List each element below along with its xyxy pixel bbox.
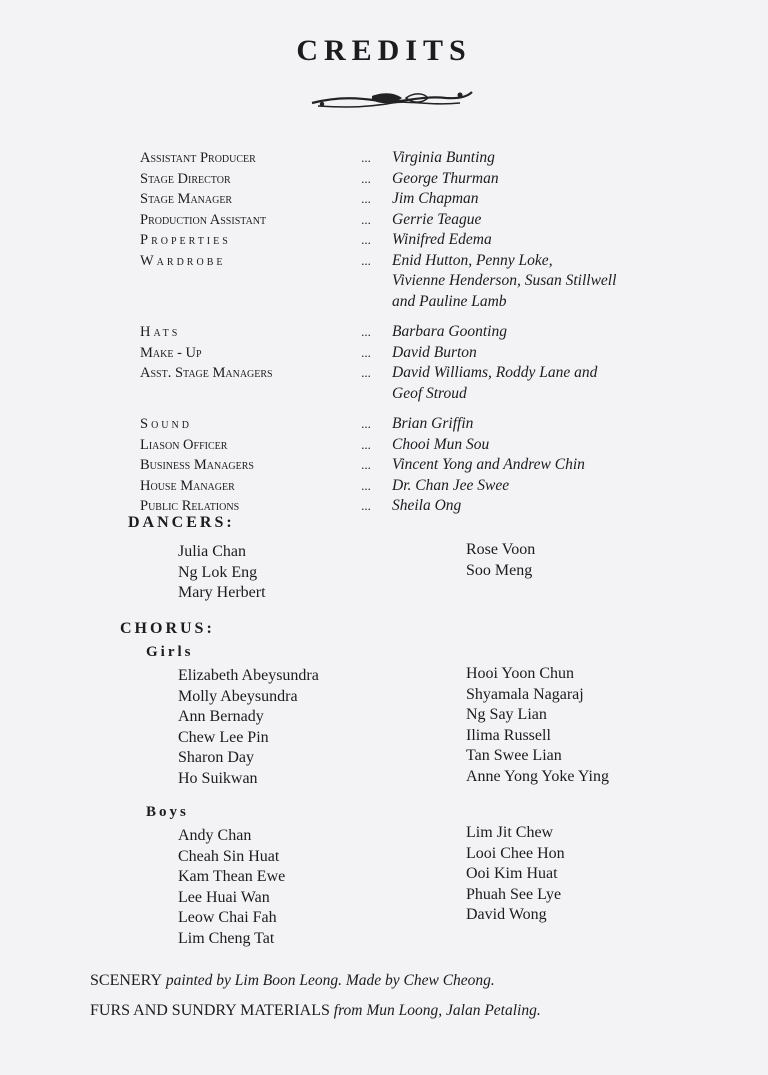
- credit-name-line: Enid Hutton, Penny Loke,: [392, 251, 553, 269]
- credit-leader-dots: ...: [361, 191, 371, 206]
- cast-name: Ooi Kim Huat: [466, 865, 558, 882]
- cast-name: Ng Say Lian: [466, 706, 547, 723]
- credit-row: [140, 322, 700, 343]
- credit-names: [392, 169, 700, 190]
- credit-name-line: Winifred Edema: [392, 231, 492, 248]
- cast-name: David Wong: [466, 906, 547, 923]
- cast-name: Andy Chan: [178, 827, 252, 844]
- cast-name: Tan Swee Lian: [466, 747, 562, 764]
- credit-role: Assistant Producer: [140, 150, 256, 166]
- credit-name-line: Virginia Bunting: [392, 149, 495, 166]
- credit-leader-dots: ...: [361, 436, 371, 452]
- chorus-heading: CHORUS:: [120, 620, 215, 637]
- cast-name: Rose Voon: [466, 541, 536, 558]
- cast-name: Julia Chan: [178, 543, 246, 560]
- credit-name-line: Jim Chapman: [392, 190, 479, 207]
- credit-names: [392, 414, 700, 435]
- credit-role: House Manager: [140, 477, 235, 494]
- credit-names: [392, 363, 700, 404]
- credits-spacer: [140, 312, 700, 322]
- credit-row: [140, 169, 700, 190]
- credit-name-line: Barbara Goonting: [392, 323, 507, 340]
- credit-role: Public Relations: [140, 498, 240, 514]
- credit-leader-dots: ...: [361, 457, 371, 472]
- scenery-label: SCENERY: [90, 972, 163, 989]
- credit-leader-dots: ...: [361, 498, 371, 513]
- ornament-icon: [310, 86, 474, 114]
- credit-names: [392, 455, 700, 476]
- credit-row: [140, 148, 700, 169]
- credit-name-line: Gerrie Teague: [392, 210, 482, 228]
- cast-name: Elizabeth Abeysundra: [178, 667, 319, 684]
- dancers-left-column: [178, 542, 266, 604]
- cast-name: Mary Herbert: [178, 584, 266, 601]
- credits-spacer: [140, 404, 700, 414]
- credit-row: [140, 455, 700, 476]
- girls-heading: Girls: [146, 644, 194, 660]
- boys-right-column: [466, 823, 565, 926]
- credit-name-line: Chooi Mun Sou: [392, 435, 490, 453]
- credit-names: [392, 251, 700, 313]
- dancers-right-column: [466, 540, 535, 581]
- page-title: CREDITS: [296, 34, 472, 67]
- cast-name: Lim Jit Chew: [466, 824, 554, 841]
- cast-name: Kam Thean Ewe: [178, 868, 286, 885]
- cast-name: Anne Yong Yoke Ying: [466, 767, 609, 785]
- credit-row: [140, 251, 700, 313]
- cast-name: Leow Chai Fah: [178, 909, 277, 926]
- credit-name-line: Brian Griffin: [392, 415, 474, 432]
- credit-name-line: George Thurman: [392, 169, 499, 187]
- cast-name: Phuah See Lye: [466, 885, 562, 903]
- credit-leader-dots: ...: [361, 365, 371, 380]
- cast-name: Ho Suikwan: [178, 769, 258, 787]
- credit-role: Make - Up: [140, 344, 202, 361]
- credit-role: Liason Officer: [140, 436, 228, 453]
- girls-right-column: [466, 664, 609, 787]
- credit-names: [392, 435, 700, 456]
- credit-role: Business Managers: [140, 457, 254, 473]
- cast-name: Shyamala Nagaraj: [466, 685, 584, 703]
- credit-row: [140, 210, 700, 231]
- credit-role: Properties: [140, 232, 231, 248]
- cast-name: Ng Lok Eng: [178, 563, 258, 581]
- credit-role: Asst. Stage Managers: [140, 365, 273, 381]
- cast-name: Ann Bernady: [178, 708, 264, 725]
- credit-leader-dots: ...: [361, 416, 371, 431]
- credit-leader-dots: ...: [361, 477, 371, 493]
- furs-label: FURS AND SUNDRY MATERIALS: [90, 1002, 330, 1019]
- credit-row: [140, 414, 700, 435]
- credit-row: [140, 476, 700, 497]
- boys-left-column: [178, 826, 285, 949]
- credit-role: Stage Manager: [140, 191, 233, 207]
- cast-name: Ilima Russell: [466, 726, 551, 744]
- cast-name: Sharon Day: [178, 749, 254, 766]
- credit-role: Production Assistant: [140, 211, 267, 228]
- scenery-text: painted by Lim Boon Leong. Made by Chew Cheong.: [165, 972, 495, 989]
- credit-row: [140, 363, 700, 404]
- cast-name: Hooi Yoon Chun: [466, 665, 575, 682]
- credit-role: Sound: [140, 416, 192, 432]
- cast-name: Looi Chee Hon: [466, 844, 565, 862]
- credit-leader-dots: ...: [361, 344, 371, 360]
- credit-names: [392, 322, 700, 343]
- credit-name-line: Dr. Chan Jee Swee: [392, 476, 510, 494]
- credit-name-line: Vivienne Henderson, Susan Stillwell: [392, 272, 617, 289]
- credit-names: [392, 230, 700, 251]
- cast-name: Molly Abeysundra: [178, 687, 298, 705]
- cast-name: Lim Cheng Tat: [178, 929, 275, 947]
- cast-name: Cheah Sin Huat: [178, 847, 280, 865]
- credit-name-line: David Williams, Roddy Lane and: [392, 364, 598, 381]
- credit-role: Stage Director: [140, 170, 231, 187]
- credit-name-line: Geof Stroud: [392, 384, 467, 402]
- furs-text: from Mun Loong, Jalan Petaling.: [333, 1002, 541, 1019]
- cast-name: Lee Huai Wan: [178, 888, 270, 906]
- credit-row: [140, 230, 700, 251]
- credit-name-line: and Pauline Lamb: [392, 292, 507, 310]
- credit-names: [392, 189, 700, 210]
- credit-leader-dots: ...: [361, 170, 371, 186]
- credit-leader-dots: ...: [361, 252, 371, 268]
- credit-names: [392, 343, 700, 364]
- credits-list: [140, 148, 700, 517]
- credit-names: [392, 476, 700, 497]
- credit-leader-dots: ...: [361, 324, 371, 339]
- credit-leader-dots: ...: [361, 211, 371, 227]
- credit-role: Hats: [140, 324, 181, 340]
- credit-row: [140, 189, 700, 210]
- cast-name: Chew Lee Pin: [178, 728, 269, 746]
- cast-name: Soo Meng: [466, 561, 533, 579]
- girls-left-column: [178, 666, 319, 789]
- dancers-heading: DANCERS:: [128, 514, 235, 531]
- credit-row: [140, 343, 700, 364]
- credit-row: [140, 435, 700, 456]
- credit-name-line: David Burton: [392, 343, 477, 361]
- credit-names: [392, 148, 700, 169]
- credit-leader-dots: ...: [361, 150, 371, 165]
- credit-name-line: Sheila Ong: [392, 497, 462, 514]
- boys-heading: Boys: [146, 804, 189, 820]
- credit-names: [392, 496, 700, 517]
- scenery-credit: [90, 972, 495, 990]
- credit-name-line: Vincent Yong and Andrew Chin: [392, 456, 585, 473]
- credit-role: Wardrobe: [140, 252, 226, 269]
- credit-leader-dots: ...: [361, 232, 371, 247]
- furs-credit: [90, 1002, 541, 1020]
- credit-names: [392, 210, 700, 231]
